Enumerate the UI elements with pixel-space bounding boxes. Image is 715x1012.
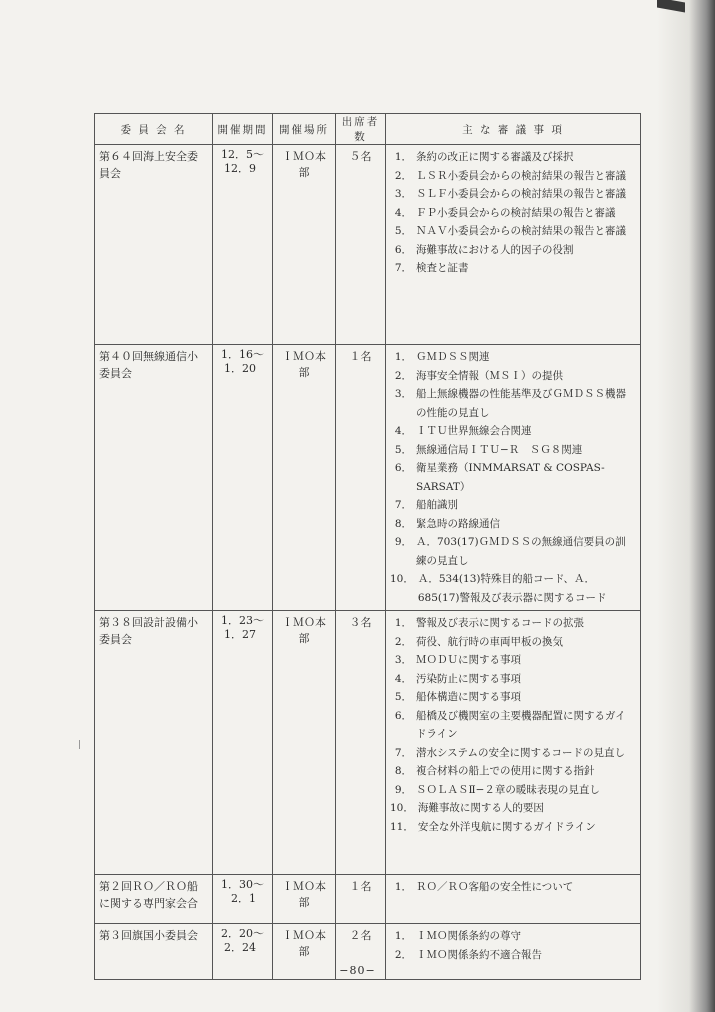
- meeting-period: [213, 145, 273, 345]
- period-end: 2．1: [231, 892, 256, 905]
- meeting-place: ＩＭＯ本部: [273, 875, 336, 924]
- table-row: [95, 611, 641, 875]
- committee-table: [94, 113, 641, 980]
- list-item: [390, 222, 636, 241]
- main-agenda: [386, 875, 641, 924]
- item-text: ＩＴＵ世界無線会合関連: [416, 425, 532, 437]
- agenda-list: [390, 927, 636, 964]
- item-number: 3．: [394, 654, 412, 666]
- item-text: 警報及び表示に関するコードの拡張: [416, 617, 584, 629]
- meeting-period: [213, 345, 273, 611]
- item-text: ＳＯＬＡＳⅡ−２章の暖昧表現の見直し: [416, 783, 600, 796]
- table-row: [95, 345, 641, 611]
- item-text: 汚染防止に関する事項: [416, 672, 521, 685]
- item-text: ＩＭＯ関係条約不適合報告: [416, 948, 542, 961]
- item-number: 1．: [394, 151, 412, 163]
- item-number: 8．: [394, 765, 412, 777]
- item-text: 荷役、航行時の車両甲板の換気: [416, 635, 563, 648]
- header-committee: 委 員 会 名: [95, 114, 213, 145]
- item-number: 2．: [394, 635, 412, 648]
- item-number: 5．: [394, 443, 412, 456]
- item-number: 4．: [394, 672, 412, 685]
- list-item: [390, 204, 636, 223]
- period-start: 12．5〜: [221, 148, 264, 161]
- list-item: [390, 818, 636, 837]
- page-number: −80−: [339, 964, 376, 977]
- item-text: ＲＯ／ＲＯ客船の安全性について: [416, 881, 574, 893]
- agenda-list: [390, 148, 636, 278]
- item-text: ＮＡＶ小委員会からの検討結果の報告と審議: [416, 225, 626, 237]
- item-text: 海難事故における人的因子の役割: [416, 243, 574, 256]
- item-text: 安全な外洋曳航に関するガイドライン: [417, 820, 596, 833]
- item-text: 海難事故に関する人的要因: [417, 802, 544, 814]
- item-text: 船上無線機器の性能基準及びＧＭＤＳＳ機器の性能の見直し: [416, 388, 626, 419]
- period-end: 2．24: [224, 941, 256, 954]
- period-end: 1．20: [224, 362, 256, 375]
- item-text: 複合材料の船上での使用に関する指針: [416, 765, 595, 777]
- period-start: 1．30〜: [221, 878, 264, 891]
- list-item: [390, 367, 636, 386]
- item-number: 10．: [390, 573, 414, 585]
- list-item: [390, 515, 636, 534]
- period-start: 1．23〜: [221, 614, 264, 627]
- list-item: [390, 946, 636, 965]
- item-number: 4．: [394, 206, 412, 219]
- header-row: [95, 114, 641, 145]
- period-end: 1．27: [224, 628, 256, 641]
- item-number: 2．: [394, 948, 412, 961]
- meeting-place: ＩＭＯ本部: [273, 924, 336, 980]
- list-item: [390, 744, 636, 763]
- item-text: ＬＳＲ小委員会からの検討結果の報告と審議: [416, 169, 626, 182]
- item-number: 3．: [394, 188, 412, 200]
- attendee-count: ２名: [336, 924, 386, 980]
- list-item: [390, 259, 636, 278]
- main-agenda: [386, 345, 641, 611]
- committee-name: 第３８回設計設備小委員会: [95, 611, 213, 875]
- header-matters: 主 な 審 議 事 項: [386, 114, 641, 145]
- item-number: 11．: [390, 820, 414, 833]
- meeting-place: ＩＭＯ本部: [273, 145, 336, 345]
- header-attendees: 出席者数: [336, 114, 386, 145]
- list-item: [390, 670, 636, 689]
- item-text: 無線通信局ＩＴＵ−Ｒ ＳＧ８関連: [416, 443, 583, 456]
- list-item: [390, 348, 636, 367]
- item-number: 9．: [394, 536, 412, 548]
- list-item: [390, 533, 636, 570]
- item-text: ＩＭＯ関係条約の尊守: [416, 930, 521, 942]
- committee-name: 第６４回海上安全委員会: [95, 145, 213, 345]
- list-item: [390, 241, 636, 260]
- item-number: 2．: [394, 369, 412, 382]
- list-item: [390, 496, 636, 515]
- period-start: 1．16〜: [221, 348, 264, 361]
- item-number: 10．: [390, 802, 414, 814]
- main-agenda: [386, 611, 641, 875]
- item-text: 船体構造に関する事項: [416, 691, 521, 703]
- list-item: [390, 927, 636, 946]
- item-text: Ａ．703(17)ＧＭＤＳＳの無線通信要員の訓練の見直し: [416, 536, 626, 567]
- meeting-period: [213, 611, 273, 875]
- item-text: 衛星業務（INMMARSAT & COSPAS-SARSAT）: [416, 462, 605, 493]
- item-text: 潜水システムの安全に関するコードの見直し: [416, 746, 625, 759]
- list-item: [390, 441, 636, 460]
- list-item: [390, 422, 636, 441]
- list-item: [390, 459, 636, 496]
- header-period: 開催期間: [213, 114, 273, 145]
- item-number: 4．: [394, 425, 412, 437]
- list-item: [390, 688, 636, 707]
- item-text: ＦＰ小委員会からの検討結果の報告と審議: [416, 206, 616, 219]
- list-item: [390, 762, 636, 781]
- list-item: [390, 781, 636, 800]
- committee-name: 第４０回無線通信小委員会: [95, 345, 213, 611]
- item-number: 7．: [394, 746, 412, 759]
- item-text: 海事安全情報（ＭＳＩ）の提供: [416, 369, 563, 382]
- header-place: 開催場所: [273, 114, 336, 145]
- item-number: 1．: [394, 617, 412, 629]
- meeting-place: ＩＭＯ本部: [273, 611, 336, 875]
- item-number: 7．: [394, 262, 412, 274]
- pencil-mark: [79, 740, 80, 749]
- item-number: 1．: [394, 881, 412, 893]
- meeting-place: ＩＭＯ本部: [273, 345, 336, 611]
- agenda-list: [390, 878, 636, 897]
- list-item: [390, 633, 636, 652]
- page-binding-edge: [657, 0, 715, 1012]
- list-item: [390, 878, 636, 897]
- item-text: 船舶識別: [416, 499, 458, 511]
- list-item: [390, 651, 636, 670]
- main-agenda: [386, 145, 641, 345]
- attendee-count: １名: [336, 345, 386, 611]
- table-row: [95, 875, 641, 924]
- list-item: [390, 148, 636, 167]
- item-text: ＭＯＤＵに関する事項: [416, 654, 521, 666]
- list-item: [390, 614, 636, 633]
- meeting-period: [213, 875, 273, 924]
- table-row: [95, 145, 641, 345]
- list-item: [390, 707, 636, 744]
- list-item: [390, 799, 636, 818]
- item-number: 7．: [394, 499, 412, 511]
- item-text: ＳＬＦ小委員会からの検討結果の報告と審議: [416, 188, 626, 200]
- agenda-list: [390, 348, 636, 607]
- item-number: 3．: [394, 388, 412, 400]
- agenda-list: [390, 614, 636, 836]
- list-item: [390, 570, 636, 607]
- item-number: 1．: [394, 930, 412, 942]
- item-text: ＧＭＤＳＳ関連: [416, 351, 490, 363]
- committee-name: 第２回ＲＯ／ＲＯ船に関する専門家会合: [95, 875, 213, 924]
- item-number: 6．: [394, 462, 412, 474]
- committee-name: 第３回旗国小委員会: [95, 924, 213, 980]
- list-item: [390, 385, 636, 422]
- item-number: 8．: [394, 517, 412, 530]
- item-text: Ａ．534(13)特殊目的船コード、Ａ．685(17)警報及び表示器に関するコード: [417, 573, 607, 604]
- attendee-count: ３名: [336, 611, 386, 875]
- item-number: 9．: [394, 783, 412, 796]
- period-start: 2．20〜: [221, 927, 264, 940]
- list-item: [390, 185, 636, 204]
- item-number: 5．: [394, 225, 412, 237]
- item-text: 船橋及び機関室の主要機器配置に関するガイドライン: [416, 709, 626, 740]
- attendee-count: ５名: [336, 145, 386, 345]
- item-number: 6．: [394, 243, 412, 256]
- period-end: 12．9: [224, 162, 256, 175]
- item-text: 緊急時の路線通信: [416, 517, 500, 530]
- item-number: 1．: [394, 351, 412, 363]
- attendee-count: １名: [336, 875, 386, 924]
- item-number: 5．: [394, 691, 412, 703]
- item-number: 6．: [394, 709, 412, 722]
- list-item: [390, 167, 636, 186]
- item-text: 条約の改正に関する審議及び採択: [416, 151, 574, 163]
- item-text: 検査と証書: [416, 262, 469, 274]
- item-number: 2．: [394, 169, 412, 182]
